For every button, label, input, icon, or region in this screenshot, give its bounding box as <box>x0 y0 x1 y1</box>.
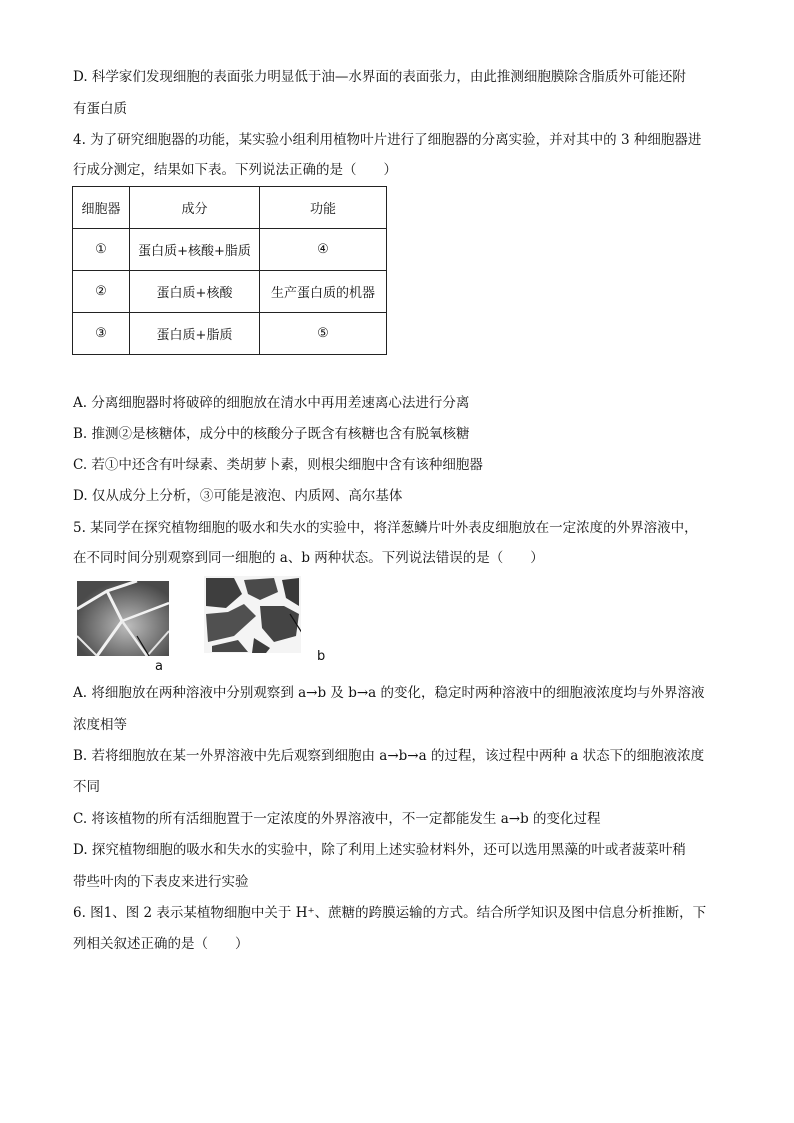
q6-stem-line1: 6. 图1、图 2 表示某植物细胞中关于 H⁺、蔗糖的跨膜运输的方式。结合所学知识及图中信息分析推断，下 <box>73 905 707 921</box>
table-cell: ⑤ <box>260 313 387 355</box>
table-cell: 蛋白质+核酸 <box>130 271 260 313</box>
q5-option-d-line1: D. 探究植物细胞的吸水和失水的实验中，除了利用上述实验材料外，还可以选用黑藻的叶或者菠菜叶稍 <box>73 842 686 858</box>
q5-option-a-line2: 浓度相等 <box>73 717 127 733</box>
table-row <box>73 313 387 355</box>
q5-option-b-line1: B. 若将细胞放在某一外界溶液中先后观察到细胞由 a→b→a 的过程，该过程中两种 a 状态下的细胞液浓度 <box>73 748 705 764</box>
q5-option-b-line2: 不同 <box>73 779 100 795</box>
table-cell: ④ <box>260 229 387 271</box>
table-cell: ③ <box>73 313 130 355</box>
table-row <box>73 271 387 313</box>
table-header-row <box>73 187 387 229</box>
table-header-cell: 功能 <box>260 187 387 229</box>
q5-stem-line1: 5. 某同学在探究植物细胞的吸水和失水的实验中，将洋葱鳞片叶外表皮细胞放在一定浓度的外界溶液中， <box>73 520 698 536</box>
table-header-cell: 成分 <box>130 187 260 229</box>
q5-option-a-line1: A. 将细胞放在两种溶液中分别观察到 a→b 及 b→a 的变化，稳定时两种溶液中的细胞液浓度均与外界溶液 <box>73 685 705 701</box>
q3-option-d-line2: 有蛋白质 <box>73 101 127 117</box>
micrograph-state-b <box>204 576 301 653</box>
table-cell: 生产蛋白质的机器 <box>260 271 387 313</box>
table-header-cell: 细胞器 <box>73 187 130 229</box>
q4-stem-line2: 行成分测定，结果如下表。下列说法正确的是（ ） <box>73 162 397 178</box>
q3-option-d-line1: D. 科学家们发现细胞的表面张力明显低于油—水界面的表面张力，由此推测细胞膜除含脂质外可能还附 <box>73 69 686 85</box>
table-cell: ② <box>73 271 130 313</box>
label-a: a <box>155 659 163 674</box>
q6-stem-line2: 列相关叙述正确的是（ ） <box>73 936 249 952</box>
q4-option-c: C. 若①中还含有叶绿素、类胡萝卜素，则根尖细胞中含有该种细胞器 <box>73 457 483 473</box>
q5-option-d-line2: 带些叶肉的下表皮来进行实验 <box>73 874 249 890</box>
q5-stem-line2: 在不同时间分别观察到同一细胞的 a、b 两种状态。下列说法错误的是（ ） <box>73 550 544 566</box>
q4-option-a: A. 分离细胞器时将破碎的细胞放在清水中再用差速离心法进行分离 <box>73 395 470 411</box>
q4-stem-line1: 4. 为了研究细胞器的功能，某实验小组利用植物叶片进行了细胞器的分离实验，并对其中的 3 种细胞器进 <box>73 132 702 148</box>
micrograph-state-a <box>77 581 169 656</box>
table-cell: 蛋白质+核酸+脂质 <box>130 229 260 271</box>
table-cell: ① <box>73 229 130 271</box>
table-row <box>73 229 387 271</box>
q5-option-c: C. 将该植物的所有活细胞置于一定浓度的外界溶液中，不一定都能发生 a→b 的变化过程 <box>73 811 601 827</box>
label-b: b <box>317 649 326 664</box>
organelle-table <box>72 186 387 355</box>
q4-option-d: D. 仅从成分上分析，③可能是液泡、内质网、高尔基体 <box>73 488 403 504</box>
q4-option-b: B. 推测②是核糖体，成分中的核酸分子既含有核糖也含有脱氧核糖 <box>73 426 470 442</box>
table-cell: 蛋白质+脂质 <box>130 313 260 355</box>
